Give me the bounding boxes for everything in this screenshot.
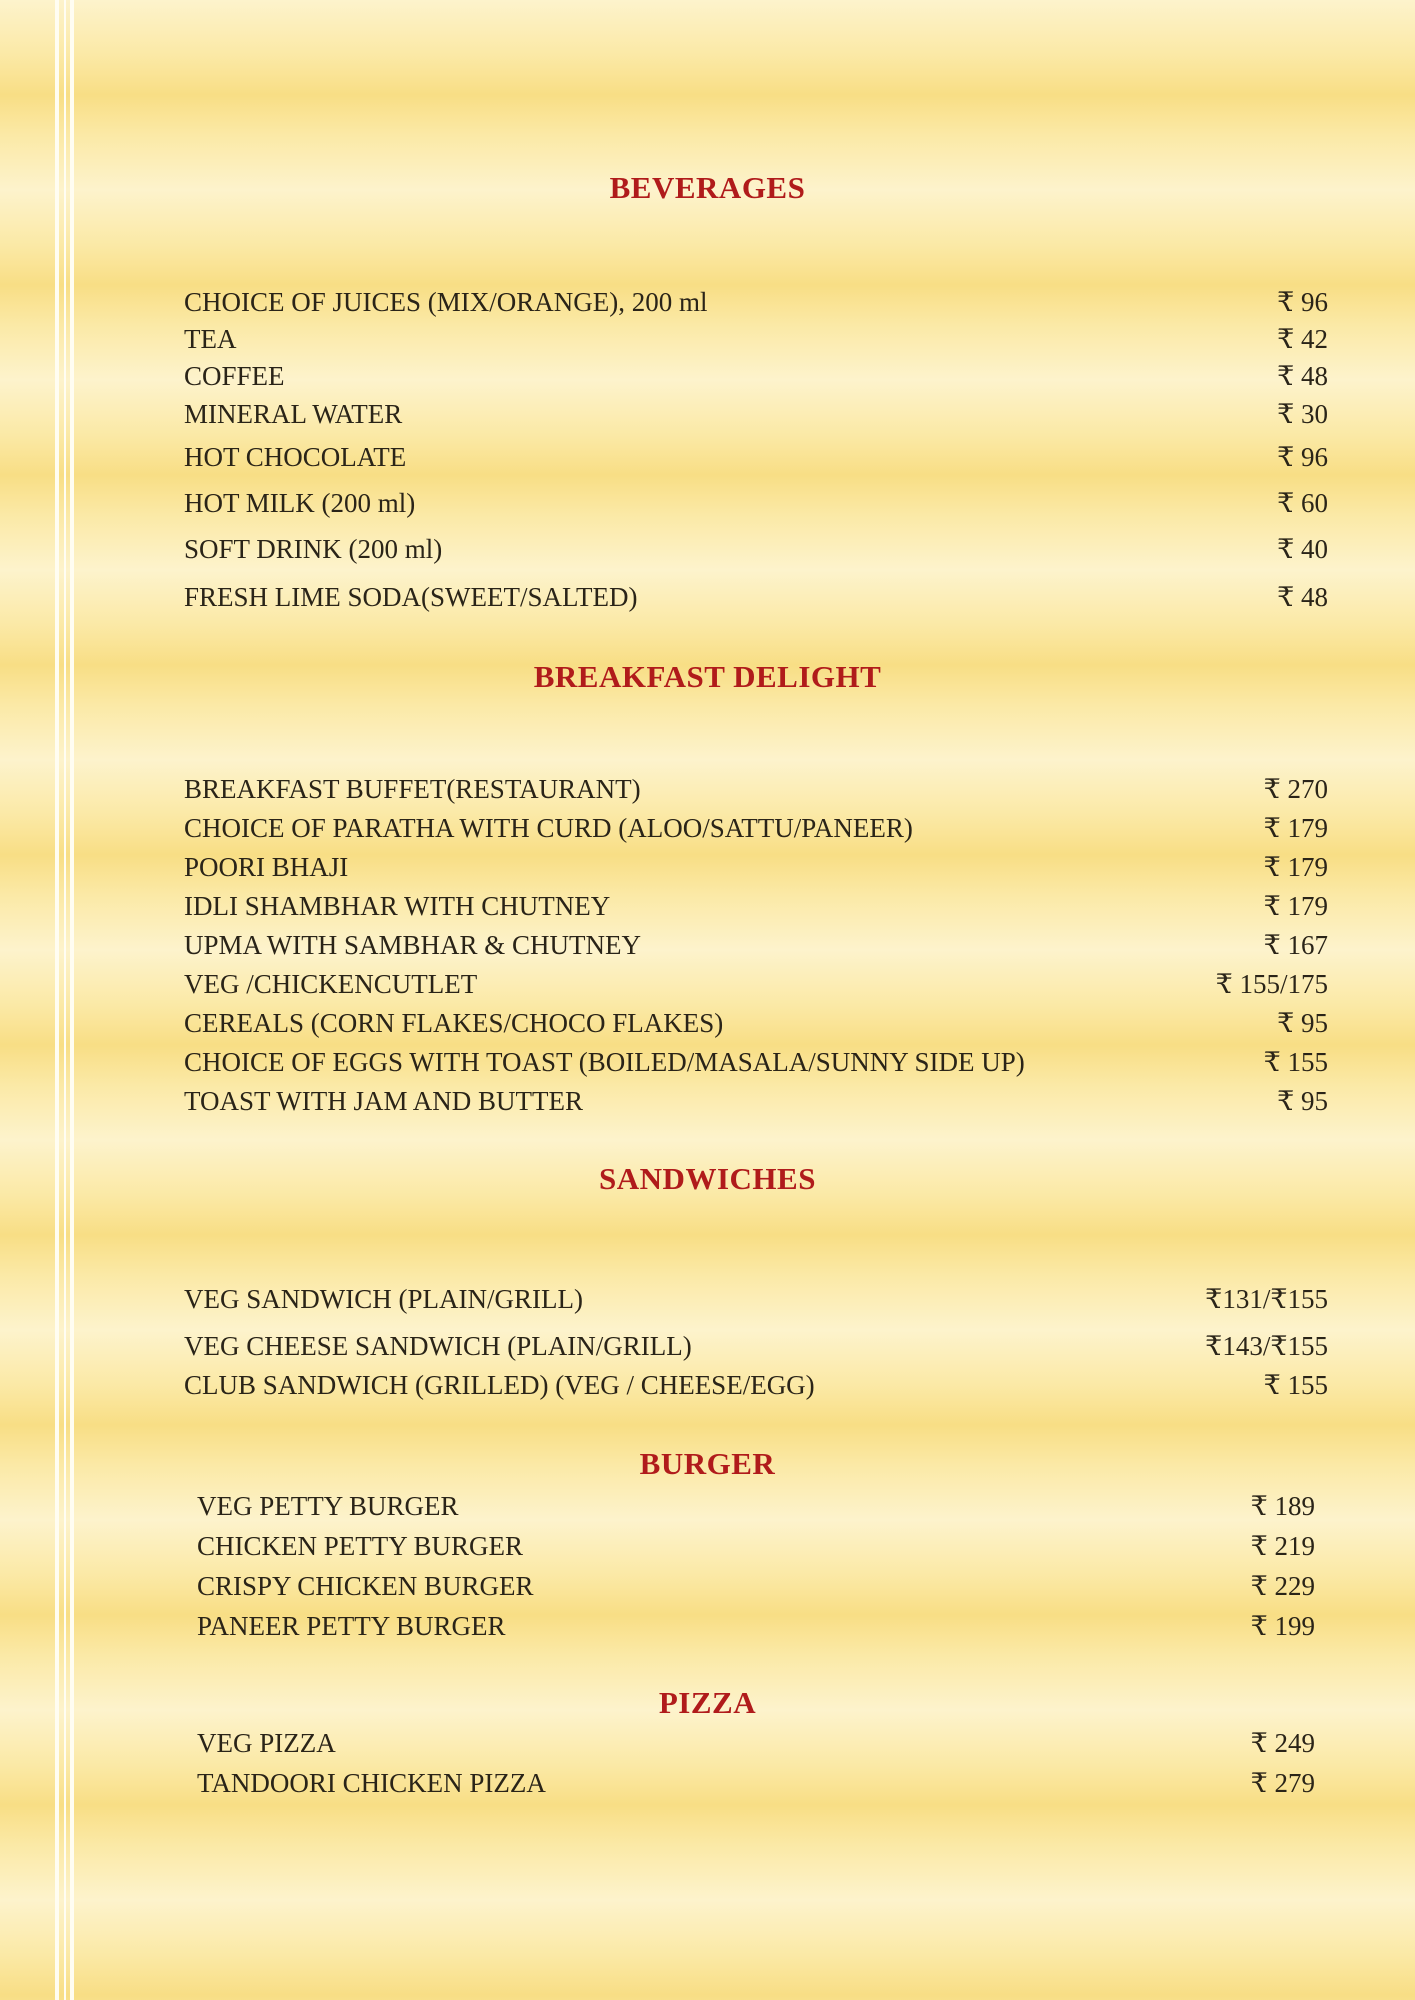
menu-item-price: ₹ 270 (1263, 774, 1328, 804)
menu-item-name: VEG PETTY BURGER (197, 1491, 459, 1521)
menu-item-name: HOT CHOCOLATE (184, 442, 407, 472)
menu-item-name: TANDOORI CHICKEN PIZZA (197, 1768, 546, 1798)
menu-item-price: ₹ 199 (1250, 1611, 1315, 1641)
section-title-breakfast-delight: BREAKFAST DELIGHT (533, 659, 882, 694)
menu-item-name: CLUB SANDWICH (GRILLED) (VEG / CHEESE/EGG) (184, 1370, 815, 1400)
menu-item-name: IDLI SHAMBHAR WITH CHUTNEY (184, 891, 611, 921)
menu-item-name: VEG /CHICKENCUTLET (184, 969, 478, 999)
menu-item-name: FRESH LIME SODA(SWEET/SALTED) (184, 582, 638, 612)
menu-item-name: POORI BHAJI (184, 852, 349, 882)
section-title-beverages: BEVERAGES (609, 170, 806, 205)
menu-item (184, 285, 1328, 319)
menu-item-name: CHOICE OF JUICES (MIX/ORANGE), 200 ml (184, 287, 708, 317)
section-title-burger: BURGER (639, 1446, 776, 1481)
menu-item (184, 1368, 1328, 1402)
menu-item-price: ₹ 279 (1250, 1768, 1315, 1798)
menu-item (184, 1006, 1328, 1040)
menu-item-price: ₹ 96 (1277, 442, 1328, 472)
menu-item (184, 1282, 1328, 1316)
menu-item (184, 850, 1328, 884)
menu-item-name: VEG PIZZA (197, 1728, 336, 1758)
menu-item (184, 928, 1328, 962)
menu-item-price: ₹ 155 (1263, 1047, 1328, 1077)
menu-item-name: VEG CHEESE SANDWICH (PLAIN/GRILL) (184, 1331, 692, 1361)
menu-item (184, 397, 1328, 431)
menu-item (184, 1045, 1328, 1079)
menu-item-price: ₹ 95 (1277, 1086, 1328, 1116)
menu-item (184, 322, 1328, 356)
section-title-sandwiches: SANDWICHES (599, 1161, 816, 1196)
menu-item-name: BREAKFAST BUFFET(RESTAURANT) (184, 774, 641, 804)
menu-item-name: CHOICE OF EGGS WITH TOAST (BOILED/MASALA/SUNNY SIDE UP) (184, 1047, 1025, 1077)
menu-item-name: PANEER PETTY BURGER (197, 1611, 506, 1641)
menu-item-name: CRISPY CHICKEN BURGER (197, 1571, 534, 1601)
menu-item (197, 1529, 1315, 1563)
menu-item (197, 1569, 1315, 1603)
menu-item-name: CHICKEN PETTY BURGER (197, 1531, 524, 1561)
menu-item-price: ₹ 167 (1263, 930, 1328, 960)
menu-item-price: ₹ 155 (1263, 1370, 1328, 1400)
menu-item (184, 532, 1328, 566)
menu-item (184, 811, 1328, 845)
menu-item-price: ₹ 96 (1277, 287, 1328, 317)
menu-item-price: ₹ 179 (1263, 813, 1328, 843)
menu-item-price: ₹ 179 (1263, 891, 1328, 921)
menu-item (184, 772, 1328, 806)
menu-item (197, 1489, 1315, 1523)
menu-item-price: ₹ 40 (1277, 534, 1328, 564)
section-title-pizza: PIZZA (658, 1685, 757, 1720)
menu-item (184, 1084, 1328, 1118)
menu-item-price: ₹143/₹155 (1205, 1331, 1328, 1361)
menu-item (197, 1726, 1315, 1760)
menu-item-price: ₹ 95 (1277, 1008, 1328, 1038)
menu-item-price: ₹ 229 (1250, 1571, 1315, 1601)
menu-item-price: ₹ 219 (1250, 1531, 1315, 1561)
menu-item-price: ₹ 48 (1277, 582, 1328, 612)
menu-item-price: ₹ 30 (1277, 399, 1328, 429)
menu-item-name: CEREALS (CORN FLAKES/CHOCO FLAKES) (184, 1008, 724, 1038)
menu-item (197, 1609, 1315, 1643)
menu-item-name: UPMA WITH SAMBHAR & CHUTNEY (184, 930, 642, 960)
menu-item-name: TEA (184, 324, 237, 354)
menu-item-price: ₹131/₹155 (1205, 1284, 1328, 1314)
menu-item-name: TOAST WITH JAM AND BUTTER (184, 1086, 584, 1116)
menu-item-name: MINERAL WATER (184, 399, 403, 429)
menu-item-price: ₹ 249 (1250, 1728, 1315, 1758)
menu-item (184, 359, 1328, 393)
menu-item-name: COFFEE (184, 361, 285, 391)
menu-item-name: HOT MILK (200 ml) (184, 488, 416, 518)
menu-item-price: ₹ 189 (1250, 1491, 1315, 1521)
menu-item-price: ₹ 155/175 (1215, 969, 1328, 999)
menu-item (184, 889, 1328, 923)
menu-item (197, 1766, 1315, 1800)
menu-item-name: CHOICE OF PARATHA WITH CURD (ALOO/SATTU/PANEER) (184, 813, 913, 843)
menu-item-price: ₹ 48 (1277, 361, 1328, 391)
menu-item (184, 1329, 1328, 1363)
menu-item-name: VEG SANDWICH (PLAIN/GRILL) (184, 1284, 583, 1314)
menu-item (184, 967, 1328, 1001)
menu-item-price: ₹ 42 (1277, 324, 1328, 354)
menu-item (184, 440, 1328, 474)
menu-item (184, 486, 1328, 520)
menu-item (184, 580, 1328, 614)
menu-item-price: ₹ 179 (1263, 852, 1328, 882)
menu-item-name: SOFT DRINK (200 ml) (184, 534, 443, 564)
menu-item-price: ₹ 60 (1277, 488, 1328, 518)
